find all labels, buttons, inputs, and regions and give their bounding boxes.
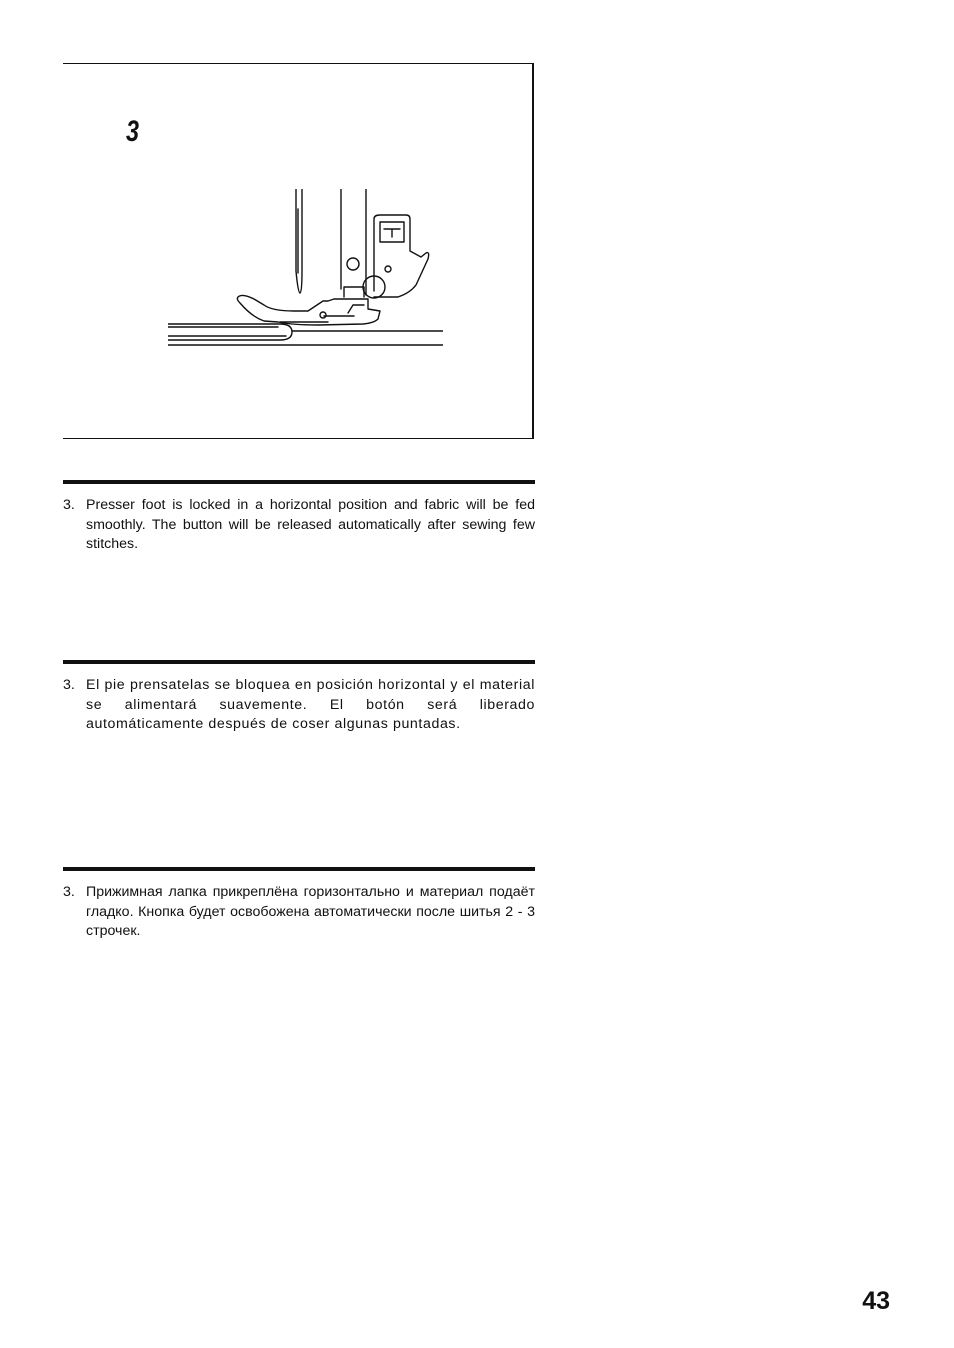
step-item: [63, 496, 535, 555]
section-rule: [63, 480, 535, 484]
step-number: 3.: [63, 497, 75, 513]
step-number: 3.: [63, 884, 75, 900]
section-spanish: [63, 660, 535, 735]
section-russian: [63, 867, 535, 942]
figure-step-number: 3: [126, 115, 140, 148]
step-number: 3.: [63, 677, 75, 693]
section-english: [63, 480, 535, 555]
section-rule: [63, 660, 535, 664]
step-item: [63, 676, 535, 735]
section-rule: [63, 867, 535, 871]
presser-foot-illustration: [168, 189, 443, 359]
step-text: Presser foot is locked in a horizontal position and fabric will be fed smoothly. The button will be released automatically after sewing few stitches.: [86, 497, 535, 552]
page-number: 43: [862, 1287, 890, 1315]
step-text: El pie prensatelas se bloquea en posición horizontal y el material se alimentará suavemente. El botón será liberado automáticamente después de coser algunas puntadas.: [86, 677, 535, 732]
figure-frame: [63, 63, 534, 439]
step-item: [63, 883, 535, 942]
step-text: Прижимная лапка прикреплёна горизонтально и материал подаёт гладко. Кнопка будет освобожена автоматически после шитья 2 - 3 строчек.: [86, 884, 535, 939]
